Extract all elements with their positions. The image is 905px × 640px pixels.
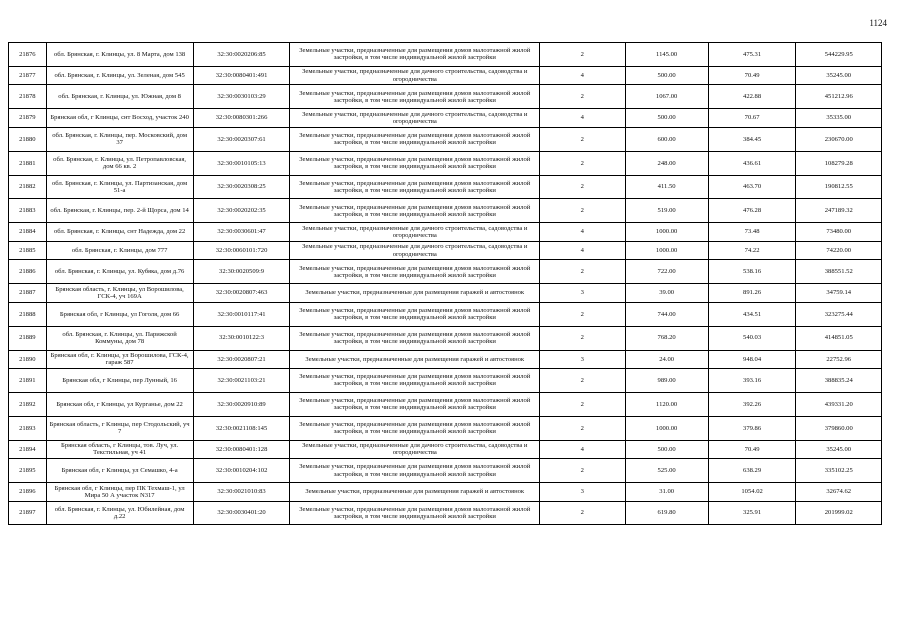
row-number-cell: 21876 (9, 43, 47, 67)
table-row (9, 483, 882, 502)
cadastral-number-cell: 32:30:0030103:29 (193, 85, 290, 109)
table-row (9, 326, 882, 350)
row-number-cell: 21881 (9, 151, 47, 175)
table-row (9, 151, 882, 175)
specific-value-cell: 434.51 (708, 302, 796, 326)
specific-value-cell: 422.88 (708, 85, 796, 109)
group-cell: 2 (540, 302, 625, 326)
row-number-cell: 21887 (9, 284, 47, 303)
group-cell: 2 (540, 199, 625, 223)
table-row (9, 284, 882, 303)
cadastral-value-cell: 74220.00 (796, 241, 882, 260)
table-row (9, 440, 882, 459)
cadastral-value-cell: 388551.52 (796, 260, 882, 284)
specific-value-cell: 538.16 (708, 260, 796, 284)
cadastral-number-cell: 32:30:0030401:20 (193, 501, 290, 525)
address-cell: обл. Брянская, г. Клинцы, ул. Зеленая, дом 545 (46, 66, 193, 85)
address-cell: Брянская обл, г. Клинцы, ул Ворошилова, ГСК-4, гараж 587 (46, 350, 193, 369)
group-cell: 2 (540, 369, 625, 393)
specific-value-cell: 463.70 (708, 175, 796, 199)
permitted-use-cell: Земельные участки, предназначенные для размещения домов малоэтажной жилой застройки, в том числе индивидуальной жилой застройки (290, 151, 540, 175)
cadastral-number-cell: 32:30:0020307:61 (193, 127, 290, 151)
area-cell: 24.00 (625, 350, 708, 369)
cadastral-value-cell: 414851.05 (796, 326, 882, 350)
group-cell: 2 (540, 260, 625, 284)
row-number-cell: 21877 (9, 66, 47, 85)
address-cell: обл. Брянская, г. Клинцы, пер. 2-й Щорса, дом 14 (46, 199, 193, 223)
area-cell: 768.20 (625, 326, 708, 350)
cadastral-value-cell: 22752.96 (796, 350, 882, 369)
permitted-use-cell: Земельные участки, предназначенные для размещения гаражей и автостоянок (290, 284, 540, 303)
area-cell: 1000.00 (625, 416, 708, 440)
specific-value-cell: 379.86 (708, 416, 796, 440)
cadastral-value-cell: 190812.55 (796, 175, 882, 199)
address-cell: обл. Брянская, г. Клинцы, дом 777 (46, 241, 193, 260)
table-row (9, 199, 882, 223)
address-cell: Брянская область, г Клинцы, пер Стодольский, уч 7 (46, 416, 193, 440)
row-number-cell: 21891 (9, 369, 47, 393)
cadastral-number-cell: 32:30:0021103:21 (193, 369, 290, 393)
address-cell: Брянская обл, г Клинцы, ул Гоголя, дом 66 (46, 302, 193, 326)
land-registry-table (8, 42, 882, 525)
specific-value-cell: 70.67 (708, 109, 796, 128)
area-cell: 519.00 (625, 199, 708, 223)
cadastral-number-cell: 32:30:0021108:145 (193, 416, 290, 440)
row-number-cell: 21897 (9, 501, 47, 525)
specific-value-cell: 948.04 (708, 350, 796, 369)
cadastral-value-cell: 34759.14 (796, 284, 882, 303)
row-number-cell: 21896 (9, 483, 47, 502)
area-cell: 1000.00 (625, 223, 708, 242)
group-cell: 2 (540, 151, 625, 175)
cadastral-number-cell: 32:30:0020509:9 (193, 260, 290, 284)
row-number-cell: 21886 (9, 260, 47, 284)
table-row (9, 85, 882, 109)
row-number-cell: 21884 (9, 223, 47, 242)
row-number-cell: 21888 (9, 302, 47, 326)
cadastral-value-cell: 451212.96 (796, 85, 882, 109)
row-number-cell: 21882 (9, 175, 47, 199)
group-cell: 2 (540, 175, 625, 199)
address-cell: обл. Брянская, г. Клинцы, ул. Петропавловская, дом 66 кв. 2 (46, 151, 193, 175)
cadastral-value-cell: 388835.24 (796, 369, 882, 393)
group-cell: 2 (540, 416, 625, 440)
cadastral-value-cell: 323275.44 (796, 302, 882, 326)
cadastral-number-cell: 32:30:0080401:491 (193, 66, 290, 85)
group-cell: 2 (540, 501, 625, 525)
row-number-cell: 21890 (9, 350, 47, 369)
specific-value-cell: 393.16 (708, 369, 796, 393)
table-row (9, 66, 882, 85)
permitted-use-cell: Земельные участки, предназначенные для размещения домов малоэтажной жилой застройки, в том числе индивидуальной жилой застройки (290, 369, 540, 393)
permitted-use-cell: Земельные участки, предназначенные для размещения домов малоэтажной жилой застройки, в том числе индивидуальной жилой застройки (290, 85, 540, 109)
permitted-use-cell: Земельные участки, предназначенные для размещения домов малоэтажной жилой застройки, в том числе индивидуальной жилой застройки (290, 175, 540, 199)
table-row (9, 260, 882, 284)
group-cell: 2 (540, 392, 625, 416)
row-number-cell: 21879 (9, 109, 47, 128)
specific-value-cell: 70.49 (708, 66, 796, 85)
address-cell: обл. Брянская, г. Клинцы, ул. Парижской Коммуны, дом 78 (46, 326, 193, 350)
cadastral-value-cell: 35335.00 (796, 109, 882, 128)
address-cell: Брянская обл, г Клинцы, снт Восход, участок 240 (46, 109, 193, 128)
permitted-use-cell: Земельные участки, предназначенные для размещения домов малоэтажной жилой застройки, в том числе индивидуальной жилой застройки (290, 43, 540, 67)
group-cell: 3 (540, 284, 625, 303)
cadastral-number-cell: 32:30:0030601:47 (193, 223, 290, 242)
permitted-use-cell: Земельные участки, предназначенные для размещения домов малоэтажной жилой застройки, в том числе индивидуальной жилой застройки (290, 501, 540, 525)
area-cell: 1145.00 (625, 43, 708, 67)
area-cell: 525.00 (625, 459, 708, 483)
cadastral-number-cell: 32:30:0021010:83 (193, 483, 290, 502)
address-cell: Брянская обл, г Клинцы, ул Семашко, 4-а (46, 459, 193, 483)
address-cell: Брянская область, г Клинцы, тов. Луч, ул. Текстильная, уч 41 (46, 440, 193, 459)
address-cell: Брянская область, г. Клинцы, ул Ворошилова, ГСК-4, уч 169А (46, 284, 193, 303)
specific-value-cell: 436.61 (708, 151, 796, 175)
area-cell: 619.80 (625, 501, 708, 525)
specific-value-cell: 1054.02 (708, 483, 796, 502)
address-cell: Брянская обл, г Клинцы, ул Курганье, дом 22 (46, 392, 193, 416)
area-cell: 744.00 (625, 302, 708, 326)
permitted-use-cell: Земельные участки, предназначенные для дачного строительства, садоводства и огородничества (290, 440, 540, 459)
address-cell: Брянская обл, г Клинцы, пер Лунный, 16 (46, 369, 193, 393)
permitted-use-cell: Земельные участки, предназначенные для размещения гаражей и автостоянок (290, 350, 540, 369)
group-cell: 3 (540, 483, 625, 502)
permitted-use-cell: Земельные участки, предназначенные для размещения домов малоэтажной жилой застройки, в том числе индивидуальной жилой застройки (290, 302, 540, 326)
cadastral-value-cell: 108279.28 (796, 151, 882, 175)
specific-value-cell: 384.45 (708, 127, 796, 151)
group-cell: 3 (540, 350, 625, 369)
table-row (9, 302, 882, 326)
group-cell: 4 (540, 66, 625, 85)
cadastral-value-cell: 201999.02 (796, 501, 882, 525)
cadastral-number-cell: 32:30:0020206:85 (193, 43, 290, 67)
area-cell: 1000.00 (625, 241, 708, 260)
area-cell: 600.00 (625, 127, 708, 151)
specific-value-cell: 73.48 (708, 223, 796, 242)
row-number-cell: 21893 (9, 416, 47, 440)
cadastral-number-cell: 32:30:0080301:266 (193, 109, 290, 128)
specific-value-cell: 891.26 (708, 284, 796, 303)
page-number: 1124 (869, 18, 887, 28)
area-cell: 31.00 (625, 483, 708, 502)
table-row (9, 501, 882, 525)
cadastral-value-cell: 439331.20 (796, 392, 882, 416)
group-cell: 4 (540, 223, 625, 242)
group-cell: 4 (540, 440, 625, 459)
table-row (9, 127, 882, 151)
row-number-cell: 21878 (9, 85, 47, 109)
group-cell: 2 (540, 127, 625, 151)
address-cell: обл. Брянская, г. Клинцы, ул. Кубяка, дом д.76 (46, 260, 193, 284)
specific-value-cell: 475.31 (708, 43, 796, 67)
permitted-use-cell: Земельные участки, предназначенные для дачного строительства, садоводства и огородничества (290, 66, 540, 85)
area-cell: 411.50 (625, 175, 708, 199)
row-number-cell: 21895 (9, 459, 47, 483)
cadastral-value-cell: 35245.00 (796, 440, 882, 459)
group-cell: 4 (540, 241, 625, 260)
cadastral-number-cell: 32:30:0020202:35 (193, 199, 290, 223)
row-number-cell: 21892 (9, 392, 47, 416)
cadastral-number-cell: 32:30:0060101:720 (193, 241, 290, 260)
specific-value-cell: 638.29 (708, 459, 796, 483)
permitted-use-cell: Земельные участки, предназначенные для дачного строительства, садоводства и огородничества (290, 109, 540, 128)
area-cell: 722.00 (625, 260, 708, 284)
table-row (9, 416, 882, 440)
permitted-use-cell: Земельные участки, предназначенные для размещения домов малоэтажной жилой застройки, в том числе индивидуальной жилой застройки (290, 260, 540, 284)
address-cell: обл. Брянская, г. Клинцы, ул. Партизанская, дом 51-а (46, 175, 193, 199)
group-cell: 2 (540, 326, 625, 350)
cadastral-value-cell: 32674.62 (796, 483, 882, 502)
table-row (9, 109, 882, 128)
group-cell: 2 (540, 43, 625, 67)
cadastral-number-cell: 32:30:0080401:128 (193, 440, 290, 459)
permitted-use-cell: Земельные участки, предназначенные для размещения домов малоэтажной жилой застройки, в том числе индивидуальной жилой застройки (290, 326, 540, 350)
permitted-use-cell: Земельные участки, предназначенные для размещения домов малоэтажной жилой застройки, в том числе индивидуальной жилой застройки (290, 392, 540, 416)
table-row (9, 369, 882, 393)
permitted-use-cell: Земельные участки, предназначенные для дачного строительства, садоводства и огородничества (290, 241, 540, 260)
specific-value-cell: 74.22 (708, 241, 796, 260)
specific-value-cell: 70.49 (708, 440, 796, 459)
area-cell: 39.00 (625, 284, 708, 303)
table-row (9, 241, 882, 260)
area-cell: 989.00 (625, 369, 708, 393)
address-cell: обл. Брянская, г. Клинцы, ул. 8 Марта, дом 138 (46, 43, 193, 67)
row-number-cell: 21889 (9, 326, 47, 350)
group-cell: 2 (540, 459, 625, 483)
area-cell: 500.00 (625, 109, 708, 128)
area-cell: 248.00 (625, 151, 708, 175)
cadastral-number-cell: 32:30:0010117:41 (193, 302, 290, 326)
address-cell: обл. Брянская, г. Клинцы, пер. Московский, дом 37 (46, 127, 193, 151)
cadastral-number-cell: 32:30:0020308:25 (193, 175, 290, 199)
group-cell: 4 (540, 109, 625, 128)
row-number-cell: 21885 (9, 241, 47, 260)
cadastral-number-cell: 32:30:0020807:21 (193, 350, 290, 369)
table-row (9, 459, 882, 483)
cadastral-value-cell: 73480.00 (796, 223, 882, 242)
cadastral-value-cell: 35245.00 (796, 66, 882, 85)
cadastral-number-cell: 32:30:0010204:102 (193, 459, 290, 483)
area-cell: 1067.00 (625, 85, 708, 109)
permitted-use-cell: Земельные участки, предназначенные для размещения домов малоэтажной жилой застройки, в том числе индивидуальной жилой застройки (290, 416, 540, 440)
address-cell: обл. Брянская, г. Клинцы, снт Надежда, дом 22 (46, 223, 193, 242)
permitted-use-cell: Земельные участки, предназначенные для размещения гаражей и автостоянок (290, 483, 540, 502)
table-row (9, 392, 882, 416)
specific-value-cell: 476.28 (708, 199, 796, 223)
permitted-use-cell: Земельные участки, предназначенные для размещения домов малоэтажной жилой застройки, в том числе индивидуальной жилой застройки (290, 199, 540, 223)
table-row (9, 175, 882, 199)
cadastral-value-cell: 247189.32 (796, 199, 882, 223)
cadastral-number-cell: 32:30:0010105:13 (193, 151, 290, 175)
table-row (9, 223, 882, 242)
area-cell: 500.00 (625, 66, 708, 85)
registry-body (9, 43, 882, 525)
address-cell: обл. Брянская, г. Клинцы, ул. Южная, дом 8 (46, 85, 193, 109)
table-row (9, 43, 882, 67)
permitted-use-cell: Земельные участки, предназначенные для размещения домов малоэтажной жилой застройки, в том числе индивидуальной жилой застройки (290, 459, 540, 483)
row-number-cell: 21880 (9, 127, 47, 151)
specific-value-cell: 540.03 (708, 326, 796, 350)
address-cell: Брянская обл, г Клинцы, пер ПК Техмаш-1, ул Мира 50 А участок N317 (46, 483, 193, 502)
permitted-use-cell: Земельные участки, предназначенные для дачного строительства, садоводства и огородничества (290, 223, 540, 242)
cadastral-number-cell: 32:30:0020807:463 (193, 284, 290, 303)
cadastral-number-cell: 32:30:0010122:3 (193, 326, 290, 350)
row-number-cell: 21894 (9, 440, 47, 459)
cadastral-value-cell: 379860.00 (796, 416, 882, 440)
specific-value-cell: 325.91 (708, 501, 796, 525)
row-number-cell: 21883 (9, 199, 47, 223)
specific-value-cell: 392.26 (708, 392, 796, 416)
cadastral-number-cell: 32:30:0020910:89 (193, 392, 290, 416)
cadastral-value-cell: 544229.95 (796, 43, 882, 67)
area-cell: 500.00 (625, 440, 708, 459)
cadastral-value-cell: 335102.25 (796, 459, 882, 483)
permitted-use-cell: Земельные участки, предназначенные для размещения домов малоэтажной жилой застройки, в том числе индивидуальной жилой застройки (290, 127, 540, 151)
area-cell: 1120.00 (625, 392, 708, 416)
group-cell: 2 (540, 85, 625, 109)
address-cell: обл. Брянская, г. Клинцы, ул. Юбилейная, дом д.22 (46, 501, 193, 525)
table-row (9, 350, 882, 369)
cadastral-value-cell: 230670.00 (796, 127, 882, 151)
